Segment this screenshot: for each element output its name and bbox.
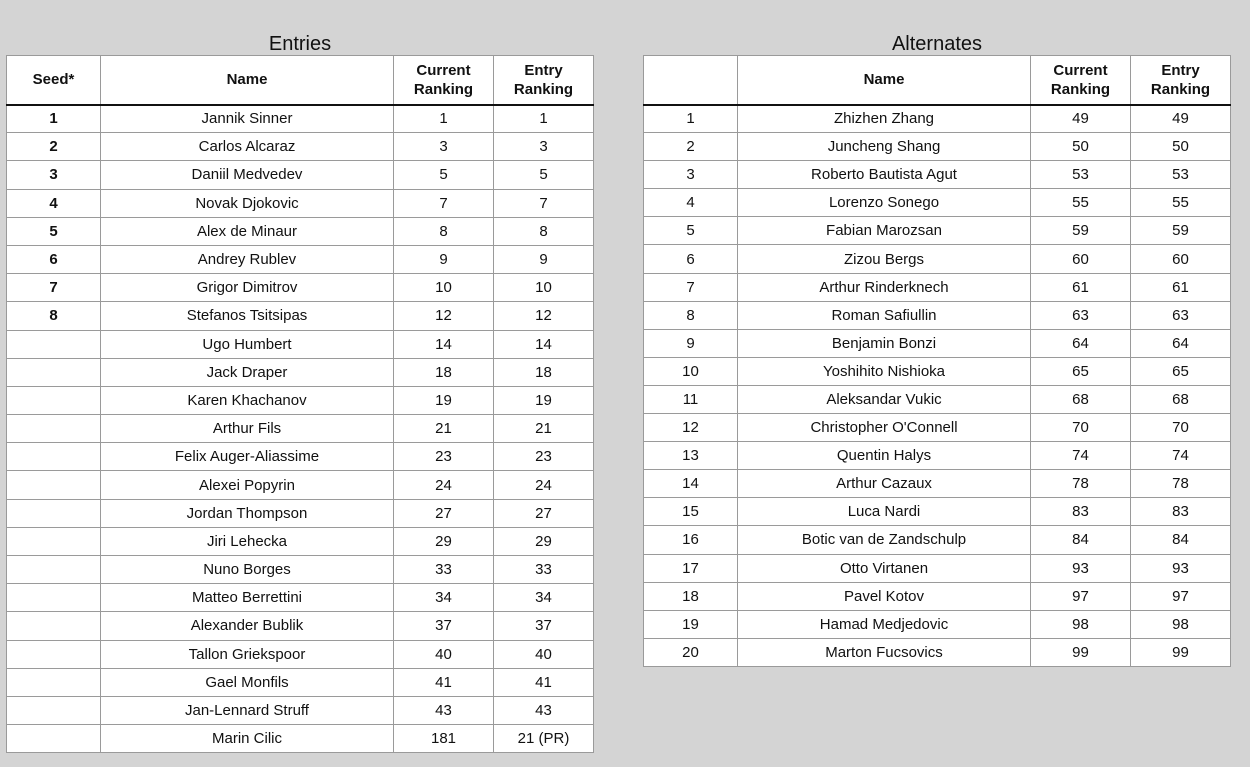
table-row xyxy=(644,638,1231,666)
entry-ranking-cell: 97 xyxy=(1131,582,1231,610)
current-ranking-column-header: Current Ranking xyxy=(394,56,494,105)
table-row xyxy=(7,640,594,668)
entry-ranking-cell: 65 xyxy=(1131,357,1231,385)
current-ranking-cell: 34 xyxy=(394,584,494,612)
current-ranking-cell: 43 xyxy=(394,696,494,724)
table-row xyxy=(644,273,1231,301)
entry-ranking-cell: 33 xyxy=(494,556,594,584)
seed-cell xyxy=(7,415,101,443)
table-row xyxy=(644,582,1231,610)
table-row xyxy=(7,527,594,555)
current-ranking-cell: 9 xyxy=(394,245,494,273)
table-row xyxy=(7,584,594,612)
player-name-cell: Luca Nardi xyxy=(738,498,1031,526)
entry-ranking-cell: 23 xyxy=(494,443,594,471)
current-ranking-cell: 70 xyxy=(1031,414,1131,442)
current-ranking-cell: 23 xyxy=(394,443,494,471)
alternates-panel xyxy=(643,33,1231,667)
table-row xyxy=(7,668,594,696)
current-ranking-cell: 41 xyxy=(394,668,494,696)
entry-ranking-cell: 74 xyxy=(1131,442,1231,470)
alternate-number-cell: 4 xyxy=(644,189,738,217)
entry-ranking-cell: 68 xyxy=(1131,385,1231,413)
player-name-cell: Andrey Rublev xyxy=(101,245,394,273)
player-name-cell: Karen Khachanov xyxy=(101,386,394,414)
alternate-number-cell: 5 xyxy=(644,217,738,245)
player-name-cell: Zizou Bergs xyxy=(738,245,1031,273)
alternates-header-row xyxy=(644,56,1231,105)
entries-table xyxy=(6,55,594,753)
entry-ranking-cell: 84 xyxy=(1131,526,1231,554)
seed-cell: 8 xyxy=(7,302,101,330)
table-row xyxy=(644,357,1231,385)
player-name-cell: Juncheng Shang xyxy=(738,133,1031,161)
alternate-number-cell: 2 xyxy=(644,133,738,161)
table-row xyxy=(7,471,594,499)
table-row xyxy=(7,443,594,471)
player-name-cell: Matteo Berrettini xyxy=(101,584,394,612)
entry-ranking-cell: 59 xyxy=(1131,217,1231,245)
current-ranking-cell: 63 xyxy=(1031,301,1131,329)
seed-cell: 6 xyxy=(7,245,101,273)
alternate-number-cell: 14 xyxy=(644,470,738,498)
number-column-header xyxy=(644,56,738,105)
entry-ranking-cell: 19 xyxy=(494,386,594,414)
player-name-cell: Arthur Rinderknech xyxy=(738,273,1031,301)
table-row xyxy=(7,386,594,414)
alternate-number-cell: 3 xyxy=(644,161,738,189)
table-row xyxy=(644,217,1231,245)
current-ranking-cell: 181 xyxy=(394,725,494,753)
entry-ranking-cell: 29 xyxy=(494,527,594,555)
entry-ranking-cell: 27 xyxy=(494,499,594,527)
seed-cell xyxy=(7,725,101,753)
seed-cell xyxy=(7,584,101,612)
current-ranking-cell: 68 xyxy=(1031,385,1131,413)
player-name-cell: Roberto Bautista Agut xyxy=(738,161,1031,189)
current-ranking-column-header: Current Ranking xyxy=(1031,56,1131,105)
player-name-cell: Aleksandar Vukic xyxy=(738,385,1031,413)
player-name-cell: Yoshihito Nishioka xyxy=(738,357,1031,385)
name-column-header: Name xyxy=(738,56,1031,105)
table-row xyxy=(644,554,1231,582)
seed-cell: 3 xyxy=(7,161,101,189)
alternate-number-cell: 18 xyxy=(644,582,738,610)
table-row xyxy=(7,161,594,189)
player-name-cell: Benjamin Bonzi xyxy=(738,329,1031,357)
entry-ranking-cell: 21 xyxy=(494,415,594,443)
entry-ranking-column-header: Entry Ranking xyxy=(1131,56,1231,105)
entry-ranking-column-header: Entry Ranking xyxy=(494,56,594,105)
seed-cell: 4 xyxy=(7,189,101,217)
entry-ranking-cell: 99 xyxy=(1131,638,1231,666)
player-name-cell: Ugo Humbert xyxy=(101,330,394,358)
current-ranking-cell: 18 xyxy=(394,358,494,386)
current-ranking-cell: 93 xyxy=(1031,554,1131,582)
alternate-number-cell: 16 xyxy=(644,526,738,554)
table-row xyxy=(644,161,1231,189)
entry-ranking-cell: 43 xyxy=(494,696,594,724)
table-row xyxy=(644,189,1231,217)
entry-ranking-cell: 78 xyxy=(1131,470,1231,498)
seed-cell xyxy=(7,386,101,414)
seed-cell: 1 xyxy=(7,105,101,133)
table-row xyxy=(644,526,1231,554)
table-row xyxy=(7,696,594,724)
entry-ranking-cell: 1 xyxy=(494,105,594,133)
entry-ranking-cell: 63 xyxy=(1131,301,1231,329)
alternate-number-cell: 17 xyxy=(644,554,738,582)
player-name-cell: Jordan Thompson xyxy=(101,499,394,527)
entry-ranking-cell: 8 xyxy=(494,217,594,245)
table-row xyxy=(7,556,594,584)
entry-ranking-cell: 37 xyxy=(494,612,594,640)
table-row xyxy=(644,133,1231,161)
current-ranking-cell: 5 xyxy=(394,161,494,189)
table-row xyxy=(7,499,594,527)
current-ranking-cell: 27 xyxy=(394,499,494,527)
table-row xyxy=(7,133,594,161)
current-ranking-cell: 99 xyxy=(1031,638,1131,666)
player-name-cell: Gael Monfils xyxy=(101,668,394,696)
table-row xyxy=(7,415,594,443)
player-name-cell: Otto Virtanen xyxy=(738,554,1031,582)
current-ranking-cell: 74 xyxy=(1031,442,1131,470)
entry-ranking-cell: 9 xyxy=(494,245,594,273)
entry-ranking-cell: 50 xyxy=(1131,133,1231,161)
current-ranking-cell: 14 xyxy=(394,330,494,358)
entry-ranking-cell: 34 xyxy=(494,584,594,612)
alternate-number-cell: 12 xyxy=(644,414,738,442)
current-ranking-cell: 59 xyxy=(1031,217,1131,245)
player-name-cell: Alexei Popyrin xyxy=(101,471,394,499)
alternate-number-cell: 20 xyxy=(644,638,738,666)
table-row xyxy=(644,442,1231,470)
entry-ranking-cell: 41 xyxy=(494,668,594,696)
current-ranking-cell: 65 xyxy=(1031,357,1131,385)
alternate-number-cell: 19 xyxy=(644,610,738,638)
entry-ranking-cell: 3 xyxy=(494,133,594,161)
current-ranking-cell: 37 xyxy=(394,612,494,640)
current-ranking-cell: 29 xyxy=(394,527,494,555)
current-ranking-cell: 21 xyxy=(394,415,494,443)
player-name-cell: Felix Auger-Aliassime xyxy=(101,443,394,471)
player-name-cell: Arthur Fils xyxy=(101,415,394,443)
current-ranking-cell: 12 xyxy=(394,302,494,330)
player-name-cell: Quentin Halys xyxy=(738,442,1031,470)
player-name-cell: Alexander Bublik xyxy=(101,612,394,640)
seed-cell xyxy=(7,471,101,499)
table-row xyxy=(7,302,594,330)
table-row xyxy=(7,330,594,358)
seed-cell xyxy=(7,358,101,386)
current-ranking-cell: 24 xyxy=(394,471,494,499)
current-ranking-cell: 83 xyxy=(1031,498,1131,526)
current-ranking-cell: 40 xyxy=(394,640,494,668)
entry-ranking-cell: 98 xyxy=(1131,610,1231,638)
entry-ranking-cell: 14 xyxy=(494,330,594,358)
table-row xyxy=(7,105,594,133)
current-ranking-cell: 7 xyxy=(394,189,494,217)
entry-ranking-cell: 53 xyxy=(1131,161,1231,189)
player-name-cell: Pavel Kotov xyxy=(738,582,1031,610)
seed-cell xyxy=(7,330,101,358)
player-name-cell: Grigor Dimitrov xyxy=(101,274,394,302)
table-row xyxy=(7,189,594,217)
entry-ranking-cell: 60 xyxy=(1131,245,1231,273)
player-name-cell: Stefanos Tsitsipas xyxy=(101,302,394,330)
player-name-cell: Roman Safiullin xyxy=(738,301,1031,329)
seed-cell xyxy=(7,527,101,555)
table-row xyxy=(644,414,1231,442)
player-name-cell: Fabian Marozsan xyxy=(738,217,1031,245)
table-row xyxy=(644,385,1231,413)
player-name-cell: Carlos Alcaraz xyxy=(101,133,394,161)
seed-cell: 7 xyxy=(7,274,101,302)
entry-ranking-cell: 64 xyxy=(1131,329,1231,357)
player-name-cell: Jiri Lehecka xyxy=(101,527,394,555)
table-row xyxy=(644,245,1231,273)
entry-ranking-cell: 49 xyxy=(1131,105,1231,133)
player-name-cell: Novak Djokovic xyxy=(101,189,394,217)
entry-ranking-cell: 40 xyxy=(494,640,594,668)
current-ranking-cell: 10 xyxy=(394,274,494,302)
name-column-header: Name xyxy=(101,56,394,105)
player-name-cell: Daniil Medvedev xyxy=(101,161,394,189)
seed-cell xyxy=(7,640,101,668)
table-row xyxy=(644,498,1231,526)
player-name-cell: Marin Cilic xyxy=(101,725,394,753)
entry-ranking-cell: 61 xyxy=(1131,273,1231,301)
table-row xyxy=(7,358,594,386)
entry-ranking-cell: 83 xyxy=(1131,498,1231,526)
seed-cell: 5 xyxy=(7,217,101,245)
alternate-number-cell: 10 xyxy=(644,357,738,385)
alternate-number-cell: 15 xyxy=(644,498,738,526)
seed-cell xyxy=(7,696,101,724)
current-ranking-cell: 84 xyxy=(1031,526,1131,554)
current-ranking-cell: 33 xyxy=(394,556,494,584)
alternate-number-cell: 8 xyxy=(644,301,738,329)
current-ranking-cell: 64 xyxy=(1031,329,1131,357)
table-row xyxy=(644,329,1231,357)
player-name-cell: Lorenzo Sonego xyxy=(738,189,1031,217)
alternate-number-cell: 1 xyxy=(644,105,738,133)
current-ranking-cell: 55 xyxy=(1031,189,1131,217)
seed-cell xyxy=(7,499,101,527)
seed-cell: 2 xyxy=(7,133,101,161)
alternate-number-cell: 11 xyxy=(644,385,738,413)
alternate-number-cell: 7 xyxy=(644,273,738,301)
player-name-cell: Christopher O'Connell xyxy=(738,414,1031,442)
entry-ranking-cell: 12 xyxy=(494,302,594,330)
entry-ranking-cell: 93 xyxy=(1131,554,1231,582)
entry-ranking-cell: 55 xyxy=(1131,189,1231,217)
entries-title: Entries xyxy=(268,33,332,55)
entry-ranking-cell: 18 xyxy=(494,358,594,386)
entries-panel xyxy=(6,33,594,753)
current-ranking-cell: 19 xyxy=(394,386,494,414)
alternate-number-cell: 13 xyxy=(644,442,738,470)
seed-cell xyxy=(7,443,101,471)
entry-ranking-cell: 5 xyxy=(494,161,594,189)
player-name-cell: Arthur Cazaux xyxy=(738,470,1031,498)
entry-ranking-cell: 24 xyxy=(494,471,594,499)
current-ranking-cell: 60 xyxy=(1031,245,1131,273)
current-ranking-cell: 53 xyxy=(1031,161,1131,189)
current-ranking-cell: 1 xyxy=(394,105,494,133)
entry-ranking-cell: 21 (PR) xyxy=(494,725,594,753)
table-row xyxy=(644,470,1231,498)
player-name-cell: Nuno Borges xyxy=(101,556,394,584)
alternate-number-cell: 9 xyxy=(644,329,738,357)
current-ranking-cell: 50 xyxy=(1031,133,1131,161)
player-name-cell: Marton Fucsovics xyxy=(738,638,1031,666)
entry-ranking-cell: 10 xyxy=(494,274,594,302)
player-name-cell: Jannik Sinner xyxy=(101,105,394,133)
table-row xyxy=(7,725,594,753)
current-ranking-cell: 78 xyxy=(1031,470,1131,498)
table-row xyxy=(7,245,594,273)
seed-cell xyxy=(7,556,101,584)
entry-ranking-cell: 7 xyxy=(494,189,594,217)
current-ranking-cell: 98 xyxy=(1031,610,1131,638)
alternate-number-cell: 6 xyxy=(644,245,738,273)
entry-ranking-cell: 70 xyxy=(1131,414,1231,442)
player-name-cell: Hamad Medjedovic xyxy=(738,610,1031,638)
current-ranking-cell: 49 xyxy=(1031,105,1131,133)
table-row xyxy=(644,105,1231,133)
player-name-cell: Alex de Minaur xyxy=(101,217,394,245)
table-row xyxy=(644,610,1231,638)
alternates-table xyxy=(643,55,1231,667)
table-row xyxy=(7,274,594,302)
current-ranking-cell: 8 xyxy=(394,217,494,245)
alternates-title: Alternates xyxy=(891,33,983,55)
player-name-cell: Botic van de Zandschulp xyxy=(738,526,1031,554)
player-name-cell: Zhizhen Zhang xyxy=(738,105,1031,133)
seed-cell xyxy=(7,612,101,640)
seed-column-header: Seed* xyxy=(7,56,101,105)
player-name-cell: Jan-Lennard Struff xyxy=(101,696,394,724)
current-ranking-cell: 61 xyxy=(1031,273,1131,301)
table-row xyxy=(7,612,594,640)
current-ranking-cell: 3 xyxy=(394,133,494,161)
table-row xyxy=(644,301,1231,329)
current-ranking-cell: 97 xyxy=(1031,582,1131,610)
player-name-cell: Tallon Griekspoor xyxy=(101,640,394,668)
seed-cell xyxy=(7,668,101,696)
table-row xyxy=(7,217,594,245)
player-name-cell: Jack Draper xyxy=(101,358,394,386)
entries-header-row xyxy=(7,56,594,105)
